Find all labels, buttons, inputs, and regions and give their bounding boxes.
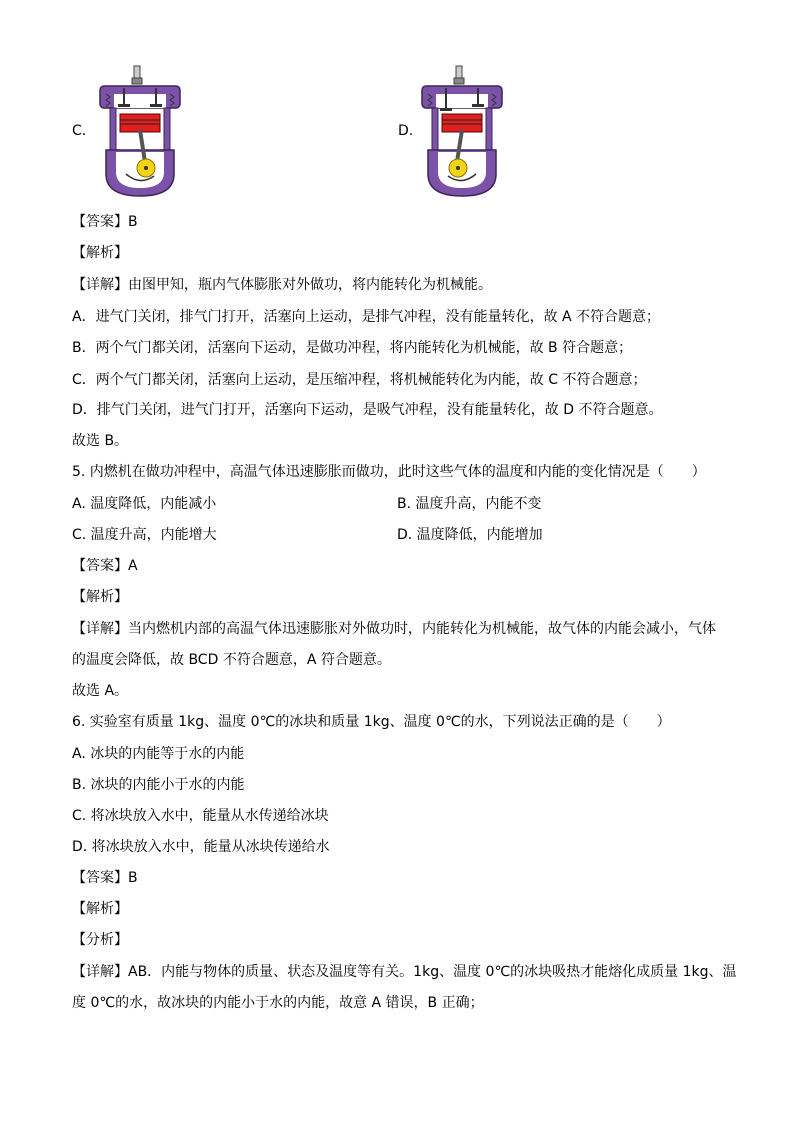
- q4-explain-d: D．排气门关闭，进气门打开，活塞向下运动，是吸气冲程，没有能量转化，故 D 不符合题意。: [72, 402, 663, 418]
- q4-analysis-heading: 【解析】: [72, 245, 128, 261]
- q4-detail: 【详解】由图甲知，瓶内气体膨胀对外做功，将内能转化为机械能。: [72, 277, 492, 293]
- q4-answer: 【答案】B: [72, 214, 138, 230]
- q6-stem: 6. 实验室有质量 1kg、温度 0℃的冰块和质量 1kg、温度 0℃的水，下列说法正确的是（ ）: [72, 714, 671, 730]
- q4-explain-a: A．进气门关闭，排气门打开，活塞向上运动，是排气冲程，没有能量转化，故 A 不符合题意；: [72, 309, 661, 325]
- engine-diagram-c: [96, 64, 184, 200]
- q6-option-d: D. 将冰块放入水中，能量从冰块传递给水: [72, 839, 330, 855]
- q4-explain-b: B．两个气门都关闭，活塞向下运动，是做功冲程，将内能转化为机械能，故 B 符合题意；: [72, 340, 633, 356]
- q5-detail-line1: 【详解】当内燃机内部的高温气体迅速膨胀对外做功时，内能转化为机械能，故气体的内能会减小，气体: [72, 621, 716, 637]
- q6-detail-line1: 【详解】AB．内能与物体的质量、状态及温度等有关。1kg、温度 0℃的冰块吸热才能熔化成质量 1kg、温: [72, 964, 737, 980]
- q4-explain-c: C．两个气门都关闭，活塞向上运动，是压缩冲程，将机械能转化为内能，故 C 不符合题意；: [72, 372, 647, 388]
- q6-analysis-heading: 【解析】: [72, 901, 128, 917]
- q6-option-a: A. 冰块的内能等于水的内能: [72, 746, 245, 762]
- q6-option-c: C. 将冰块放入水中，能量从水传递给冰块: [72, 808, 329, 824]
- q5-option-b: B. 温度升高，内能不变: [397, 496, 542, 512]
- q4-choose: 故选 B。: [72, 433, 129, 449]
- figure-c-label: C.: [72, 123, 87, 139]
- figure-d-label: D.: [398, 123, 414, 139]
- q5-option-c: C. 温度升高，内能增大: [72, 527, 217, 543]
- engine-diagram-d: [418, 64, 506, 200]
- q5-answer: 【答案】A: [72, 558, 138, 574]
- q5-detail-line2: 的温度会降低，故 BCD 不符合题意，A 符合题意。: [72, 652, 391, 668]
- q6-detail-line2: 度 0℃的水，故冰块的内能小于水的内能，故意 A 错误，B 正确；: [72, 995, 484, 1011]
- q5-option-d: D. 温度降低，内能增加: [397, 527, 543, 543]
- q5-option-a: A. 温度降低，内能减小: [72, 496, 217, 512]
- q6-fenxi-heading: 【分析】: [72, 932, 128, 948]
- q5-choose: 故选 A。: [72, 683, 129, 699]
- q6-answer: 【答案】B: [72, 870, 138, 886]
- q6-option-b: B. 冰块的内能小于水的内能: [72, 777, 245, 793]
- q5-analysis-heading: 【解析】: [72, 589, 128, 605]
- q5-stem: 5. 内燃机在做功冲程中，高温气体迅速膨胀而做功，此时这些气体的温度和内能的变化情况是（ ）: [72, 464, 706, 480]
